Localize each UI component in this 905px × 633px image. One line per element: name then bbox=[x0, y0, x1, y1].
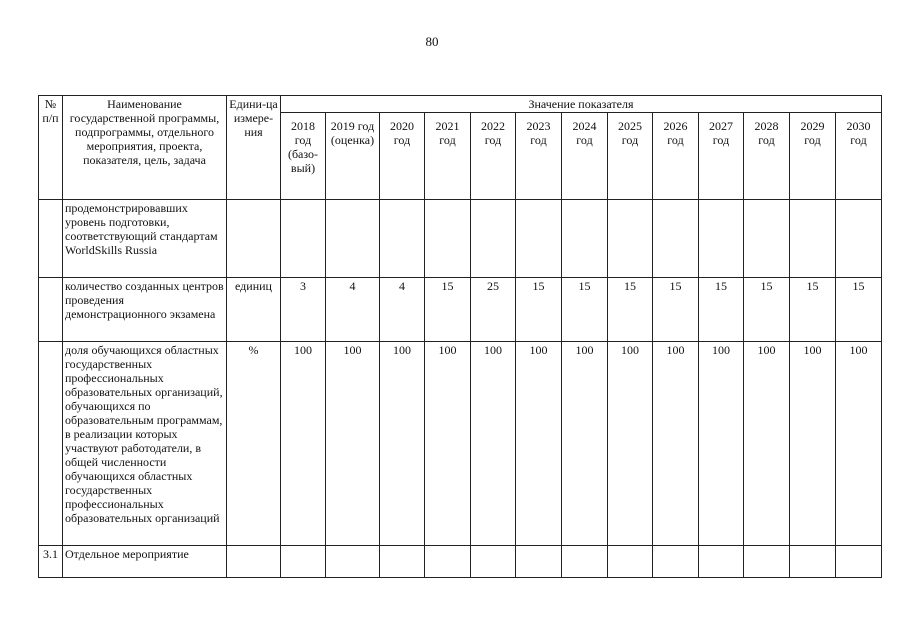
row-value bbox=[653, 200, 699, 278]
row-value bbox=[699, 200, 744, 278]
row-value bbox=[425, 200, 471, 278]
row-value bbox=[836, 546, 882, 578]
header-year: 2020 год bbox=[380, 113, 425, 200]
row-value bbox=[326, 200, 380, 278]
header-year: 2029 год bbox=[790, 113, 836, 200]
row-value: 4 bbox=[326, 278, 380, 342]
row-value: 100 bbox=[699, 342, 744, 546]
header-year: 2027 год bbox=[699, 113, 744, 200]
row-value bbox=[516, 200, 562, 278]
row-value bbox=[699, 546, 744, 578]
row-unit: единиц bbox=[227, 278, 281, 342]
row-value: 100 bbox=[380, 342, 425, 546]
row-value bbox=[744, 546, 790, 578]
header-year: 2028 год bbox=[744, 113, 790, 200]
header-year: 2030 год bbox=[836, 113, 882, 200]
row-value: 3 bbox=[281, 278, 326, 342]
row-value: 15 bbox=[425, 278, 471, 342]
header-year: 2022 год bbox=[471, 113, 516, 200]
row-value: 15 bbox=[790, 278, 836, 342]
row-value: 15 bbox=[836, 278, 882, 342]
row-value bbox=[790, 546, 836, 578]
row-value bbox=[608, 200, 653, 278]
row-value: 25 bbox=[471, 278, 516, 342]
row-value: 100 bbox=[653, 342, 699, 546]
row-value bbox=[281, 546, 326, 578]
row-unit bbox=[227, 200, 281, 278]
table-row bbox=[39, 546, 882, 578]
row-value: 100 bbox=[425, 342, 471, 546]
row-value bbox=[653, 546, 699, 578]
row-value bbox=[562, 546, 608, 578]
row-name: продемонстрировавших уровень подготовки, соответствующий стандартам WorldSkills Russia bbox=[63, 200, 227, 278]
row-unit: % bbox=[227, 342, 281, 546]
row-value: 100 bbox=[326, 342, 380, 546]
row-value: 100 bbox=[744, 342, 790, 546]
row-value: 15 bbox=[562, 278, 608, 342]
row-value: 4 bbox=[380, 278, 425, 342]
header-name: Наименование государственной программы, подпрограммы, отдельного мероприятия, проекта, показателя, цель, задача bbox=[63, 96, 227, 200]
header-year: 2026 год bbox=[653, 113, 699, 200]
header-year: 2024 год bbox=[562, 113, 608, 200]
row-value bbox=[425, 546, 471, 578]
header-year: 2025 год bbox=[608, 113, 653, 200]
row-value bbox=[471, 546, 516, 578]
header-row bbox=[39, 96, 882, 113]
row-value bbox=[562, 200, 608, 278]
row-num bbox=[39, 278, 63, 342]
row-value: 100 bbox=[562, 342, 608, 546]
row-value: 15 bbox=[516, 278, 562, 342]
indicators-table bbox=[38, 95, 882, 578]
row-value: 15 bbox=[653, 278, 699, 342]
row-value bbox=[471, 200, 516, 278]
table-row bbox=[39, 342, 882, 546]
row-value: 100 bbox=[471, 342, 516, 546]
row-value bbox=[326, 546, 380, 578]
header-num: № п/п bbox=[39, 96, 63, 200]
header-unit: Едини-ца измере-ния bbox=[227, 96, 281, 200]
row-num bbox=[39, 342, 63, 546]
header-indicator-value: Значение показателя bbox=[281, 96, 882, 113]
row-num bbox=[39, 200, 63, 278]
row-value: 100 bbox=[608, 342, 653, 546]
header-year: 2023 год bbox=[516, 113, 562, 200]
row-value bbox=[281, 200, 326, 278]
row-value: 100 bbox=[516, 342, 562, 546]
row-name: Отдельное мероприятие bbox=[63, 546, 227, 578]
row-value: 15 bbox=[699, 278, 744, 342]
row-num: 3.1 bbox=[39, 546, 63, 578]
row-name: количество созданных центров проведения демонстрационного экзамена bbox=[63, 278, 227, 342]
row-name: доля обучающихся областных государственных профессиональных образовательных организаций, обучающихся по образовательным программам, в реализации которых участвуют работодатели, в общей численности обучающихся областных государственных профессиональных образовательных организаций bbox=[63, 342, 227, 546]
header-year: 2018 год (базо-вый) bbox=[281, 113, 326, 200]
row-value: 100 bbox=[281, 342, 326, 546]
header-year: 2019 год (оценка) bbox=[326, 113, 380, 200]
row-value bbox=[790, 200, 836, 278]
table-row bbox=[39, 200, 882, 278]
page-number: 80 bbox=[425, 34, 439, 49]
row-value: 15 bbox=[744, 278, 790, 342]
row-value bbox=[380, 546, 425, 578]
row-value: 100 bbox=[790, 342, 836, 546]
row-value: 100 bbox=[836, 342, 882, 546]
header-year: 2021 год bbox=[425, 113, 471, 200]
row-value: 15 bbox=[608, 278, 653, 342]
row-value bbox=[608, 546, 653, 578]
row-value bbox=[380, 200, 425, 278]
row-unit bbox=[227, 546, 281, 578]
row-value bbox=[836, 200, 882, 278]
row-value bbox=[516, 546, 562, 578]
table-row bbox=[39, 278, 882, 342]
row-value bbox=[744, 200, 790, 278]
